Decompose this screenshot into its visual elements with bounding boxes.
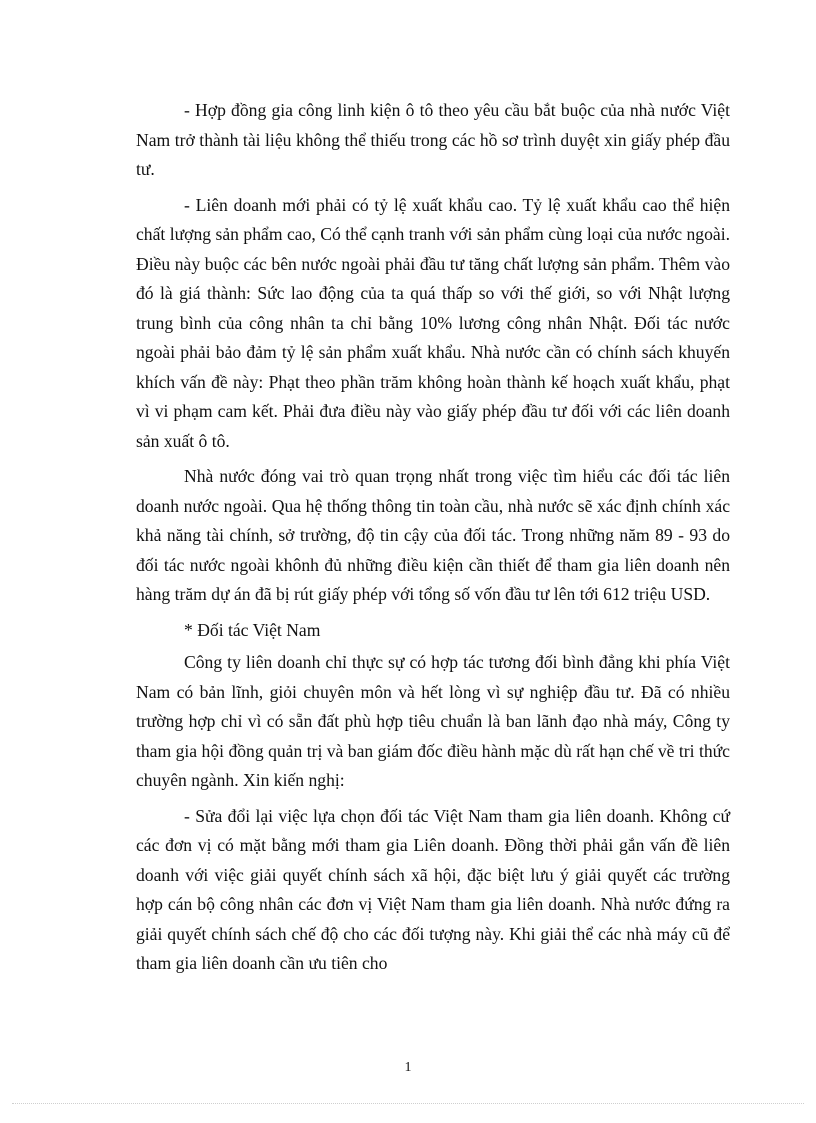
paragraph-partner-selection: - Sửa đổi lại việc lựa chọn đối tác Việt Nam tham gia liên doanh. Không cứ các đơn vị có mặt bằng mới tham gia Liên doanh. Đồng thời phải gắn vấn đề liên doanh với việc giải quyết chính sách xã hội, đặc biệt lưu ý giải quyết các trường hợp cán bộ công nhân các đơn vị Việt Nam tham gia liên doanh. Nhà nước đứng ra giải quyết chính sách chế độ cho các đối tượng này. Khi giải thể các nhà máy cũ để tham gia liên doanh cần ưu tiên cho [136, 805, 730, 973]
paragraph-contract-requirement: - Hợp đồng gia công linh kiện ô tô theo yêu cầu bắt buộc của nhà nước Việt Nam trở thành tài liệu không thể thiếu trong các hồ sơ trình duyệt xin giấy phép đầu tư. [136, 100, 730, 179]
page-number: 1 [404, 1060, 412, 1075]
page-divider [12, 1103, 804, 1104]
paragraph-vietnam-partner: Công ty liên doanh chỉ thực sự có hợp tác tương đối bình đẳng khi phía Việt Nam có bản lĩnh, giỏi chuyên môn và hết lòng vì sự nghiệp đầu tư. Đã có nhiều trường hợp chỉ vì có sẵn đất phù hợp tiêu chuẩn là ban lãnh đạo nhà máy, Công ty tham gia hội đồng quản trị và ban giám đốc điều hành mặc dù rất hạn chế về tri thức chuyên ngành. Xin kiến nghị: [136, 652, 730, 790]
paragraph-state-role: Nhà nước đóng vai trò quan trọng nhất trong việc tìm hiểu các đối tác liên doanh nước ngoài. Qua hệ thống thông tin toàn cầu, nhà nước sẽ xác định chính xác khả năng tài chính, sở trường, độ tin cậy của đối tác. Trong những năm 89 - 93 do đối tác nước ngoài khônh đủ những điều kiện cần thiết để tham gia liên doanh nên hàng trăm dự án đã bị rút giấy phép với tổng số vốn đầu tư lên tới 612 triệu USD. [136, 466, 730, 604]
paragraph-export-ratio: - Liên doanh mới phải có tỷ lệ xuất khẩu cao. Tỷ lệ xuất khẩu cao thể hiện chất lượng sản phẩm cao, Có thể cạnh tranh với sản phẩm cùng loại của nước ngoài. Điều này buộc các bên nước ngoài phải đầu tư tăng chất lượng sản phẩm. Thêm vào đó là giá thành: Sức lao động của ta quá thấp so với thế giới, so với Nhật lượng trung bình của công nhân ta chỉ bằng 10% lương công nhân Nhật. Đối tác nước ngoài phải bảo đảm tỷ lệ sản phẩm xuất khẩu. Nhà nước cần có chính sách khuyến khích vấn đề này: Phạt theo phần trăm không hoàn thành kế hoạch xuất khẩu, phạt vì vi phạm cam kết. Phải đưa điều này vào giấy phép đầu tư đối với các liên doanh sản xuất ô tô. [136, 194, 730, 451]
document-body [136, 96, 730, 979]
section-heading-vietnam-partner: * Đối tác Việt Nam [184, 619, 321, 640]
